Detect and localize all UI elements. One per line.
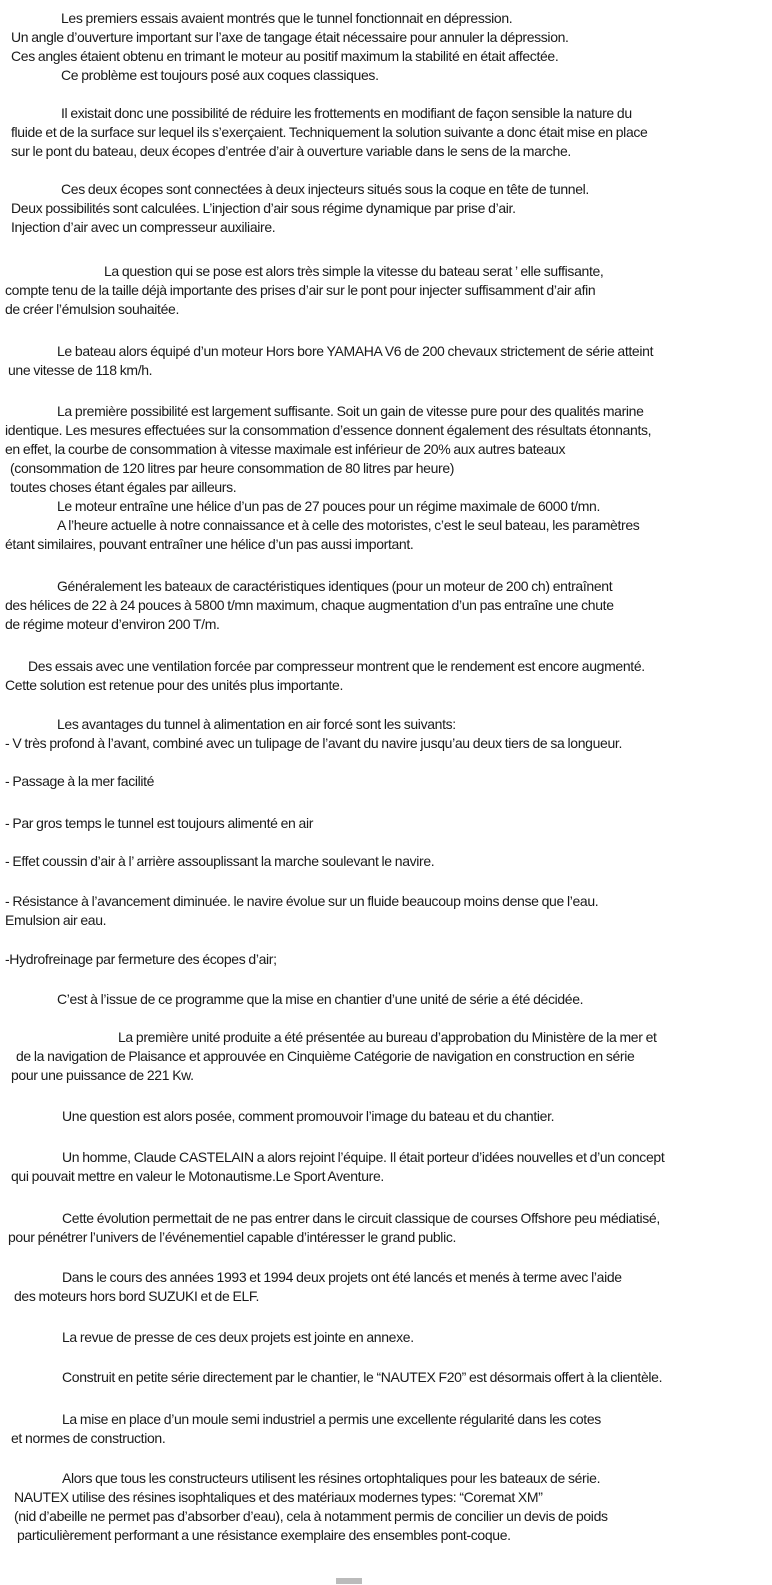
text-line: Il existait donc une possibilité de réduire les frottements en modifiant de façon sensible la nature du: [61, 105, 632, 121]
text-line: Un homme, Claude CASTELAIN a alors rejoint l’équipe. Il était porteur d’idées nouvelles et d’un concept: [62, 1149, 665, 1165]
text-line: identique. Les mesures effectuées sur la consommation d’essence donnent également des résultats étonnants,: [5, 422, 652, 438]
text-line: - Par gros temps le tunnel est toujours alimenté en air: [5, 815, 314, 831]
text-line: Le moteur entraîne une hélice d’un pas de 27 pouces pour un régime maximale de 6000 t/mn.: [57, 498, 600, 514]
text-line: - V très profond à l’avant, combiné avec un tulipage de l’avant du navire jusqu’au deux tiers de sa longueur.: [5, 735, 622, 751]
text-line: pour pénétrer l’univers de l’événementiel capable d’intéresser le grand public.: [8, 1229, 457, 1245]
page-footer-mark: [336, 1578, 362, 1584]
text-line: La mise en place d’un moule semi industriel a permis une excellente régularité dans les cotes: [62, 1411, 601, 1427]
text-line: Emulsion air eau.: [5, 912, 107, 928]
text-line: Généralement les bateaux de caractéristiques identiques (pour un moteur de 200 ch) entraînent: [57, 578, 613, 594]
text-line: étant similaires, pouvant entraîner une hélice d’un pas aussi important.: [5, 536, 414, 552]
text-line: La question qui se pose est alors très simple la vitesse du bateau serat ’ elle suffisante,: [104, 263, 604, 279]
text-line: C’est à l’issue de ce programme que la mise en chantier d’une unité de série a été décidée.: [57, 991, 584, 1007]
text-line: - Effet coussin d’air à l’ arrière assouplissant la marche soulevant le navire.: [5, 853, 435, 869]
text-line: La première unité produite a été présentée au bureau d’approbation du Ministère de la mer et: [118, 1029, 657, 1045]
text-line: et normes de construction.: [11, 1430, 166, 1446]
text-line: NAUTEX utilise des résines isophtaliques et des matériaux modernes types: “Coremat XM”: [14, 1489, 543, 1505]
text-line: -Hydrofreinage par fermeture des écopes d’air;: [5, 951, 277, 967]
text-line: Ces angles étaient obtenu en trimant le moteur au positif maximum la stabilité en était affectée.: [11, 48, 559, 64]
text-line: A l’heure actuelle à notre connaissance et à celle des motoristes, c’est le seul bateau, les paramètres: [57, 517, 640, 533]
text-line: Des essais avec une ventilation forcée par compresseur montrent que le rendement est encore augmenté.: [28, 658, 645, 674]
text-line: une vitesse de 118 km/h.: [8, 362, 153, 378]
text-line: des moteurs hors bord SUZUKI et de ELF.: [14, 1288, 260, 1304]
text-line: Une question est alors posée, comment promouvoir l’image du bateau et du chantier.: [62, 1108, 555, 1124]
text-line: La revue de presse de ces deux projets est jointe en annexe.: [62, 1329, 414, 1345]
text-line: Un angle d’ouverture important sur l’axe de tangage était nécessaire pour annuler la dépression.: [11, 29, 569, 45]
text-line: - Résistance à l’avancement diminuée. le navire évolue sur un fluide beaucoup moins dense que l’eau.: [5, 893, 599, 909]
text-line: qui pouvait mettre en valeur le Motonautisme.Le Sport Aventure.: [11, 1168, 384, 1184]
text-line: (nid d’abeille ne permet pas d’absorber d’eau), cela à notamment permis de concilier un devis de poids: [14, 1508, 608, 1524]
text-line: Ce problème est toujours posé aux coques classiques.: [61, 67, 379, 83]
text-line: Deux possibilités sont calculées. L’injection d’air sous régime dynamique par prise d’air.: [11, 200, 516, 216]
text-line: Dans le cours des années 1993 et 1994 deux projets ont été lancés et menés à terme avec l’aide: [62, 1269, 622, 1285]
text-line: - Passage à la mer facilité: [5, 773, 155, 789]
text-line: (consommation de 120 litres par heure consommation de 80 litres par heure): [10, 460, 455, 476]
text-line: La première possibilité est largement suffisante. Soit un gain de vitesse pure pour des qualités marine: [57, 403, 644, 419]
text-line: Cette solution est retenue pour des unités plus importante.: [5, 677, 344, 693]
text-line: Les avantages du tunnel à alimentation en air forcé sont les suivants:: [57, 716, 456, 732]
text-line: Le bateau alors équipé d’un moteur Hors bore YAMAHA V6 de 200 chevaux strictement de série atteint: [57, 343, 654, 359]
text-line: particulièrement performant a une résistance exemplaire des ensembles pont-coque.: [17, 1527, 511, 1543]
text-line: en effet, la courbe de consommation à vitesse maximale est inférieur de 20% aux autres bateaux: [5, 441, 566, 457]
text-line: compte tenu de la taille déjà importante des prises d’air sur le pont pour injecter suffisamment d’air afin: [5, 282, 596, 298]
text-line: fluide et de la surface sur lequel ils s’exerçaient. Techniquement la solution suivante a donc était mise en place: [11, 124, 648, 140]
text-line: Alors que tous les constructeurs utilisent les résines ortophtaliques pour les bateaux de série.: [62, 1470, 601, 1486]
text-line: de la navigation de Plaisance et approuvée en Cinquième Catégorie de navigation en construction en série: [16, 1048, 635, 1064]
text-line: des hélices de 22 à 24 pouces à 5800 t/mn maximum, chaque augmentation d’un pas entraîne une chute: [5, 597, 614, 613]
text-line: de créer l’émulsion souhaitée.: [5, 301, 179, 317]
text-line: Ces deux écopes sont connectées à deux injecteurs situés sous la coque en tête de tunnel.: [61, 181, 589, 197]
text-line: pour une puissance de 221 Kw.: [11, 1067, 194, 1083]
text-line: Les premiers essais avaient montrés que le tunnel fonctionnait en dépression.: [61, 10, 513, 26]
text-line: toutes choses étant égales par ailleurs.: [10, 479, 237, 495]
text-line: Construit en petite série directement par le chantier, le “NAUTEX F20” est désormais offert à la clientèle.: [62, 1369, 663, 1385]
text-line: sur le pont du bateau, deux écopes d’entrée d’air à ouverture variable dans le sens de la marche.: [11, 143, 571, 159]
text-line: Injection d’air avec un compresseur auxiliaire.: [11, 219, 276, 235]
text-line: de régime moteur d’environ 200 T/m.: [5, 616, 220, 632]
text-line: Cette évolution permettait de ne pas entrer dans le circuit classique de courses Offshore peu médiatisé,: [62, 1210, 660, 1226]
